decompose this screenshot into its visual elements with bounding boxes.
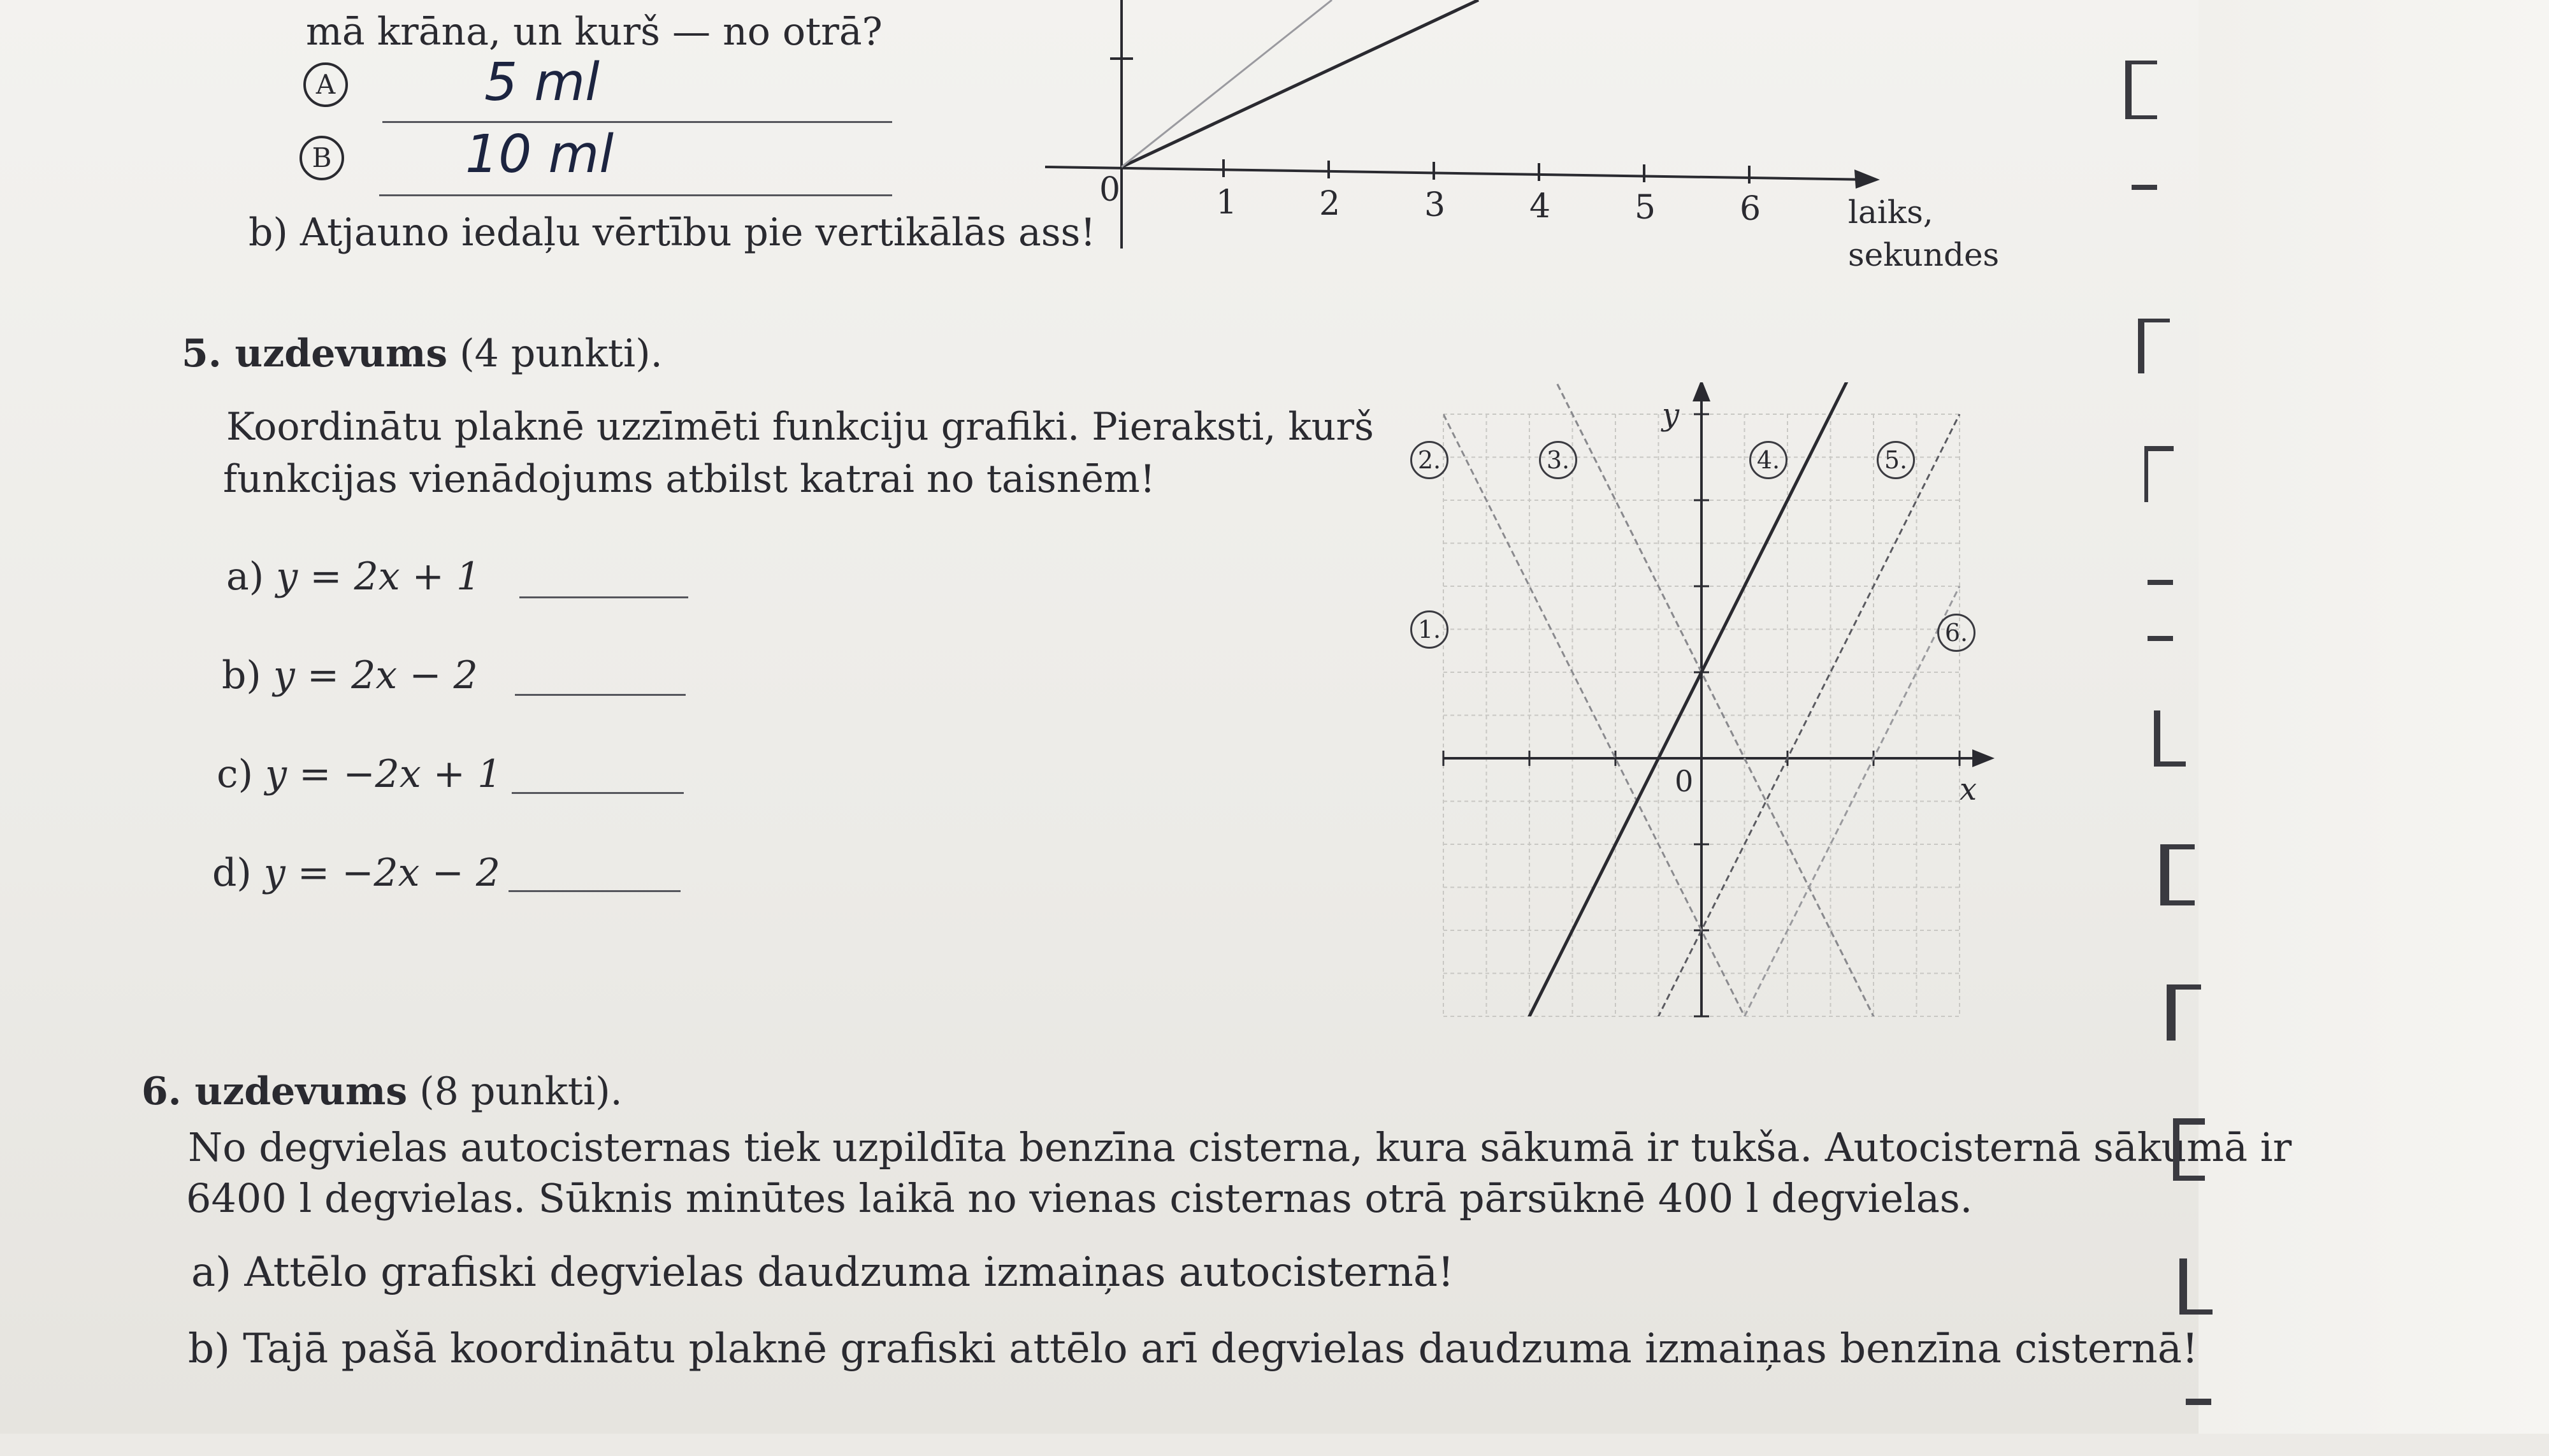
graph-origin-label: 0 [1675,764,1694,798]
binding-mark [2144,446,2174,502]
answer-a-line [382,121,892,123]
task6-text-2: 6400 l degvielas. Sūknis minūtes laikā no vienas cisternas otrā pārsūknē 400 l degvielas. [186,1175,1973,1222]
top-chart-tick-2: 2 [1319,185,1341,223]
task5-item-d: d) y = −2x − 2 [212,851,501,895]
task6-heading [141,1069,623,1114]
equation-d: y = −2x − 2 [263,851,501,895]
top-chart-origin: 0 [1099,171,1121,209]
page-margin [2199,0,2549,1434]
task5-item-a: a) y = 2x + 1 [226,554,481,599]
task6-number: 6. uzdevums [141,1069,408,1114]
answer-line-d[interactable] [509,890,681,892]
binding-mark [2132,185,2157,241]
top-chart-tick-3: 3 [1424,186,1446,224]
option-a-marker: A [303,62,348,107]
handwritten-answer-a: 5 ml [484,52,600,113]
part-b-instruction: b) Atjauno iedaļu vērtību pie vertikālās ass! [249,210,1096,255]
option-b-marker: B [300,136,344,180]
y-axis-arrow [1693,382,1710,401]
binding-mark [2167,984,2201,1041]
graph-y-label: y [1662,397,1680,433]
binding-mark [2173,1118,2205,1181]
task5-heading [182,331,663,376]
line-label-6: 6. [1937,614,1975,652]
top-chart-x-label-2: sekundes [1848,236,2000,273]
binding-mark [2160,844,2195,905]
top-chart-tick-4: 4 [1529,187,1551,226]
binding-mark [2154,710,2186,767]
answer-line-a[interactable] [519,596,688,598]
binding-mark [2125,61,2157,119]
binding-mark [2138,319,2170,373]
equation-c: y = −2x + 1 [265,752,502,796]
top-chart-tick-6: 6 [1740,190,1761,228]
line-label-1: 1. [1410,610,1448,649]
line-label-2: 2. [1410,441,1448,479]
task6-part-a: a) Attēlo grafiski degvielas daudzuma izmaiņas autocisternā! [191,1249,1454,1296]
binding-mark [2186,1399,2211,1456]
line-label-4: 4. [1749,441,1787,479]
equation-a: y = 2x + 1 [276,554,481,599]
answer-line-c[interactable] [512,792,684,794]
task6-points: (8 punkti). [419,1069,623,1114]
task5-number: 5. uzdevums [182,331,448,376]
handwritten-answer-b: 10 ml [465,124,614,185]
top-chart-tick-5: 5 [1635,189,1656,227]
binding-mark [2148,580,2173,641]
line-label-5: 5. [1877,441,1915,479]
top-chart-tick-1: 1 [1216,184,1238,222]
task5-item-c: c) y = −2x + 1 [217,752,502,796]
answer-b-line [379,194,892,196]
task5-text-2: funkcijas vienādojums atbilst katrai no taisnēm! [223,457,1155,501]
answer-line-b[interactable] [515,694,686,696]
task6-part-b: b) Tajā pašā koordinātu plaknē grafiski attēlo arī degvielas daudzuma izmaiņas benzīna cisternā! [188,1325,2199,1373]
task6-text-1: No degvielas autocisternas tiek uzpildīta benzīna cisterna, kura sākumā ir tukša. Autocisternā sākumā ir [188,1124,2292,1171]
binding-mark [2179,1258,2213,1315]
x-axis-arrow [1972,749,1995,767]
task5-text-1: Koordinātu plaknē uzzīmēti funkciju grafiki. Pieraksti, kurš [226,405,1374,449]
graph-x-label: x [1960,772,1977,807]
task5-points: (4 punkti). [459,331,663,376]
task5-item-b: b) y = 2x − 2 [222,653,478,698]
equation-b: y = 2x − 2 [273,653,478,698]
top-chart-x-label-1: laiks, [1848,194,1933,231]
top-chart-x-arrow [1854,169,1880,189]
function-graph [1370,382,2020,1058]
question-tail: mā krāna, un kurš — no otrā? [306,10,883,54]
line-label-3: 3. [1539,441,1577,479]
